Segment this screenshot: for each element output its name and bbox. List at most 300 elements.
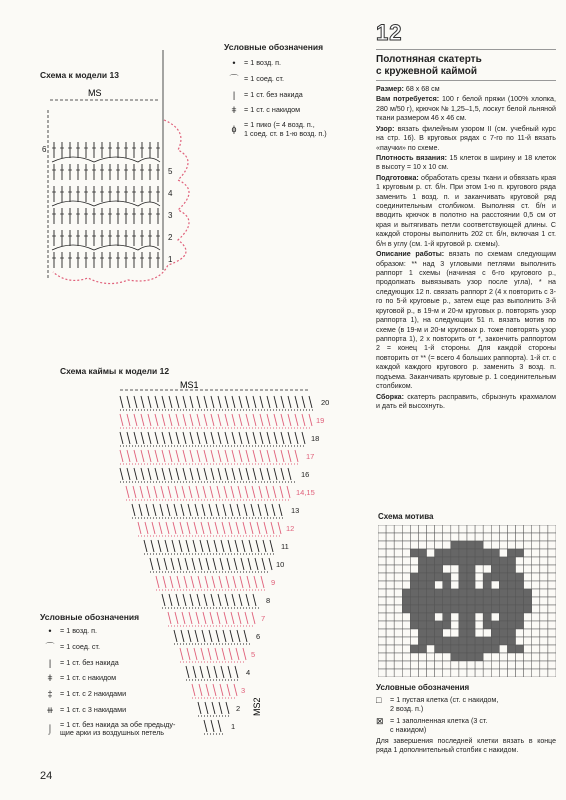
filled-cell bbox=[427, 621, 435, 629]
stitch-mark bbox=[227, 558, 230, 570]
stitch-mark bbox=[288, 468, 291, 480]
stitch-mark bbox=[274, 396, 277, 408]
empty-cell bbox=[378, 661, 386, 669]
stitch-mark bbox=[225, 450, 228, 462]
row-number: 14,15 bbox=[296, 488, 315, 497]
filled-cell bbox=[475, 557, 483, 565]
stitch-mark bbox=[216, 504, 219, 516]
empty-cell bbox=[451, 533, 459, 541]
stitch-mark bbox=[148, 450, 151, 462]
empty-cell bbox=[475, 661, 483, 669]
stitch-mark bbox=[211, 450, 214, 462]
stitch-mark bbox=[252, 612, 255, 624]
filled-cell bbox=[507, 597, 515, 605]
empty-cell bbox=[435, 541, 443, 549]
filled-cell bbox=[491, 629, 499, 637]
filled-cell bbox=[483, 557, 491, 565]
empty-cell bbox=[378, 597, 386, 605]
empty-cell bbox=[402, 653, 410, 661]
stitch-mark bbox=[206, 558, 209, 570]
empty-cell bbox=[394, 581, 402, 589]
stitch-mark bbox=[239, 450, 242, 462]
filled-cell bbox=[427, 557, 435, 565]
stitch-mark bbox=[126, 486, 129, 498]
empty-cell bbox=[386, 621, 394, 629]
row-number: 8 bbox=[266, 596, 271, 605]
legend-motif-symbol-icon: □ bbox=[376, 695, 382, 705]
empty-cell bbox=[475, 565, 483, 573]
filled-cell bbox=[507, 565, 515, 573]
filled-cell bbox=[427, 565, 435, 573]
row-number: 17 bbox=[306, 452, 315, 461]
legend-top-text: = 1 возд. п. bbox=[244, 58, 282, 68]
empty-cell bbox=[548, 597, 556, 605]
legend-bottom-text: = 1 соед. ст. bbox=[60, 641, 100, 651]
stitch-mark bbox=[175, 486, 178, 498]
legend-top-symbol-icon: ɸ bbox=[231, 124, 237, 135]
stitch-mark bbox=[227, 684, 230, 696]
filled-cell bbox=[427, 589, 435, 597]
filled-cell bbox=[451, 557, 459, 565]
empty-cell bbox=[435, 661, 443, 669]
stitch-mark bbox=[234, 684, 237, 696]
stitch-mark bbox=[238, 612, 241, 624]
stitch-mark bbox=[120, 432, 123, 444]
filled-cell bbox=[427, 605, 435, 613]
stitch-mark bbox=[204, 432, 207, 444]
empty-cell bbox=[410, 533, 418, 541]
empty-cell bbox=[524, 581, 532, 589]
legend-motif-note: Для завершения последней клетки вязать в конце ряда 1 дополнительный столбик с накидом. bbox=[376, 738, 556, 755]
stitch-mark bbox=[205, 576, 208, 588]
legend-top-text: = 1 ст. с накидом bbox=[244, 105, 301, 115]
stitch-mark bbox=[287, 486, 290, 498]
filled-cell bbox=[427, 573, 435, 581]
stitch-mark bbox=[252, 486, 255, 498]
stitch-mark bbox=[212, 702, 215, 714]
filled-cell bbox=[491, 621, 499, 629]
stitch-mark bbox=[141, 432, 144, 444]
stitch-mark bbox=[155, 414, 158, 426]
stitch-mark bbox=[246, 432, 249, 444]
stitch-mark bbox=[288, 432, 291, 444]
filled-cell bbox=[499, 597, 507, 605]
empty-cell bbox=[394, 613, 402, 621]
filled-cell bbox=[418, 573, 426, 581]
empty-cell bbox=[402, 549, 410, 557]
empty-cell bbox=[386, 653, 394, 661]
legend-top-item bbox=[224, 105, 364, 116]
row-number: 4 bbox=[246, 668, 251, 677]
stitch-mark bbox=[154, 486, 157, 498]
motif-title: Схема мотива bbox=[378, 512, 434, 521]
empty-cell bbox=[378, 549, 386, 557]
empty-cell bbox=[483, 669, 491, 677]
stitch-mark bbox=[150, 558, 153, 570]
empty-cell bbox=[443, 533, 451, 541]
legend-motif-symbol-icon: ⊠ bbox=[376, 716, 384, 726]
stitch-mark bbox=[162, 594, 165, 606]
filled-cell bbox=[459, 637, 467, 645]
empty-cell bbox=[524, 621, 532, 629]
filled-cell bbox=[418, 645, 426, 653]
stitch-mark bbox=[253, 450, 256, 462]
row-number: 6 bbox=[256, 632, 261, 641]
stitch-mark bbox=[183, 450, 186, 462]
stitch-mark bbox=[211, 414, 214, 426]
filled-cell bbox=[507, 605, 515, 613]
stitch-mark bbox=[232, 468, 235, 480]
empty-cell bbox=[402, 573, 410, 581]
empty-cell bbox=[499, 669, 507, 677]
row-number: 4 bbox=[168, 189, 173, 198]
filled-cell bbox=[427, 597, 435, 605]
empty-cell bbox=[378, 533, 386, 541]
stitch-mark bbox=[244, 630, 247, 642]
stitch-mark bbox=[267, 432, 270, 444]
filled-cell bbox=[418, 565, 426, 573]
empty-cell bbox=[394, 653, 402, 661]
stitch-mark bbox=[234, 558, 237, 570]
filled-cell bbox=[467, 629, 475, 637]
stitch-mark bbox=[162, 432, 165, 444]
filled-cell bbox=[410, 621, 418, 629]
stitch-mark bbox=[146, 504, 149, 516]
gauge-para: Плотность вязания: 15 клеток в ширину и 18 клеток в высоту = 10 x 10 см. bbox=[376, 153, 556, 172]
empty-cell bbox=[410, 637, 418, 645]
empty-cell bbox=[394, 669, 402, 677]
filled-cell bbox=[499, 613, 507, 621]
empty-cell bbox=[540, 637, 548, 645]
stitch-mark bbox=[223, 504, 226, 516]
legend-bottom-symbol-icon: ⧺ bbox=[46, 704, 54, 715]
filled-cell bbox=[507, 589, 515, 597]
stitch-mark bbox=[211, 396, 214, 408]
filled-cell bbox=[451, 541, 459, 549]
empty-cell bbox=[548, 669, 556, 677]
stitch-mark bbox=[261, 576, 264, 588]
stitch-mark bbox=[213, 558, 216, 570]
stitch-mark bbox=[162, 468, 165, 480]
stitch-mark bbox=[228, 540, 231, 552]
empty-cell bbox=[459, 533, 467, 541]
stitch-mark bbox=[132, 504, 135, 516]
stitch-mark bbox=[127, 396, 130, 408]
filled-cell bbox=[459, 653, 467, 661]
empty-cell bbox=[548, 645, 556, 653]
legend-bottom-item bbox=[40, 721, 210, 738]
stitch-mark bbox=[182, 486, 185, 498]
filled-cell bbox=[435, 549, 443, 557]
stitch-mark bbox=[218, 468, 221, 480]
empty-cell bbox=[540, 581, 548, 589]
empty-cell bbox=[524, 661, 532, 669]
filled-cell bbox=[410, 589, 418, 597]
stitch-mark bbox=[204, 468, 207, 480]
empty-cell bbox=[443, 669, 451, 677]
page-number: 24 bbox=[40, 770, 53, 782]
stitch-mark bbox=[253, 594, 256, 606]
stitch-mark bbox=[162, 396, 165, 408]
legend-top-item bbox=[224, 90, 364, 101]
legend-motif bbox=[376, 683, 556, 757]
filled-cell bbox=[507, 621, 515, 629]
stitch-mark bbox=[224, 612, 227, 624]
stitch-mark bbox=[183, 594, 186, 606]
legend-bottom-item bbox=[40, 673, 210, 684]
empty-cell bbox=[386, 549, 394, 557]
stitch-mark bbox=[267, 396, 270, 408]
filled-cell bbox=[443, 549, 451, 557]
empty-cell bbox=[451, 573, 459, 581]
stitch-mark bbox=[271, 522, 274, 534]
legend-bottom-item bbox=[40, 689, 210, 700]
stitch-mark bbox=[232, 396, 235, 408]
stitch-mark bbox=[273, 486, 276, 498]
stitch-mark bbox=[219, 702, 222, 714]
stitch-mark bbox=[278, 522, 281, 534]
filled-cell bbox=[418, 621, 426, 629]
stitch-mark bbox=[260, 414, 263, 426]
filled-cell bbox=[507, 549, 515, 557]
ms-label: MS bbox=[88, 88, 102, 98]
stitch-mark bbox=[274, 432, 277, 444]
filled-cell bbox=[459, 581, 467, 589]
filled-cell bbox=[435, 573, 443, 581]
filled-cell bbox=[410, 581, 418, 589]
empty-cell bbox=[402, 557, 410, 565]
empty-cell bbox=[475, 669, 483, 677]
empty-cell bbox=[499, 661, 507, 669]
empty-cell bbox=[516, 565, 524, 573]
empty-cell bbox=[475, 621, 483, 629]
stitch-mark bbox=[199, 558, 202, 570]
empty-cell bbox=[427, 549, 435, 557]
stitch-mark bbox=[236, 522, 239, 534]
filled-cell bbox=[459, 645, 467, 653]
legend-bottom-item bbox=[40, 658, 210, 669]
empty-cell bbox=[516, 533, 524, 541]
filled-cell bbox=[467, 549, 475, 557]
legend-bottom-text: = 1 ст. с 2 накидами bbox=[60, 689, 127, 699]
empty-cell bbox=[467, 669, 475, 677]
empty-cell bbox=[491, 669, 499, 677]
stitch-mark bbox=[144, 540, 147, 552]
stitch-mark bbox=[155, 396, 158, 408]
legend-bottom-item bbox=[40, 626, 210, 637]
stitch-mark bbox=[237, 504, 240, 516]
filled-cell bbox=[507, 645, 515, 653]
filled-cell bbox=[499, 557, 507, 565]
empty-cell bbox=[427, 669, 435, 677]
empty-cell bbox=[516, 629, 524, 637]
stitch-mark bbox=[218, 720, 221, 732]
empty-cell bbox=[532, 613, 540, 621]
stitch-mark bbox=[309, 396, 312, 408]
empty-cell bbox=[378, 589, 386, 597]
stitch-mark bbox=[208, 522, 211, 534]
stitch-mark bbox=[212, 576, 215, 588]
stitch-mark bbox=[230, 504, 233, 516]
stitch-mark bbox=[267, 414, 270, 426]
filled-cell bbox=[451, 605, 459, 613]
empty-cell bbox=[394, 565, 402, 573]
empty-cell bbox=[402, 613, 410, 621]
stitch-mark bbox=[178, 558, 181, 570]
empty-cell bbox=[532, 525, 540, 533]
stitch-mark bbox=[176, 396, 179, 408]
scheme13-title: Схема к модели 13 bbox=[40, 70, 119, 80]
stitch-mark bbox=[204, 594, 207, 606]
empty-cell bbox=[532, 533, 540, 541]
legend-top-title: Условные обозначения bbox=[224, 42, 324, 52]
filled-cell bbox=[491, 589, 499, 597]
empty-cell bbox=[410, 565, 418, 573]
empty-cell bbox=[427, 645, 435, 653]
stitch-mark bbox=[221, 540, 224, 552]
stitch-mark bbox=[210, 486, 213, 498]
stitch-mark bbox=[225, 594, 228, 606]
filled-cell bbox=[499, 621, 507, 629]
empty-cell bbox=[435, 525, 443, 533]
empty-cell bbox=[491, 541, 499, 549]
legend-bottom-symbol-icon: ⌡ bbox=[47, 724, 53, 735]
stitch-mark bbox=[211, 468, 214, 480]
row-number: 16 bbox=[301, 470, 310, 479]
stitch-mark bbox=[281, 468, 284, 480]
empty-cell bbox=[507, 533, 515, 541]
filled-cell bbox=[410, 573, 418, 581]
stitch-mark bbox=[260, 396, 263, 408]
empty-cell bbox=[532, 557, 540, 565]
stitch-mark bbox=[222, 522, 225, 534]
empty-cell bbox=[418, 525, 426, 533]
filled-cell bbox=[451, 549, 459, 557]
stitch-mark bbox=[256, 540, 259, 552]
filled-cell bbox=[524, 605, 532, 613]
stitch-mark bbox=[120, 414, 123, 426]
filled-cell bbox=[475, 605, 483, 613]
stitch-mark bbox=[218, 450, 221, 462]
stitch-mark bbox=[235, 666, 238, 678]
stitch-mark bbox=[169, 468, 172, 480]
stitch-mark bbox=[148, 468, 151, 480]
empty-cell bbox=[418, 653, 426, 661]
filled-cell bbox=[459, 597, 467, 605]
empty-cell bbox=[402, 533, 410, 541]
empty-cell bbox=[532, 565, 540, 573]
stitch-mark bbox=[176, 468, 179, 480]
empty-cell bbox=[459, 525, 467, 533]
stitch-mark bbox=[216, 630, 219, 642]
empty-cell bbox=[378, 557, 386, 565]
stitch-mark bbox=[168, 486, 171, 498]
stitch-mark bbox=[211, 432, 214, 444]
empty-cell bbox=[402, 541, 410, 549]
stitch-mark bbox=[174, 504, 177, 516]
filled-cell bbox=[499, 637, 507, 645]
empty-cell bbox=[548, 661, 556, 669]
empty-cell bbox=[378, 605, 386, 613]
empty-cell bbox=[402, 581, 410, 589]
filled-cell bbox=[467, 565, 475, 573]
filled-cell bbox=[418, 549, 426, 557]
stitch-mark bbox=[134, 432, 137, 444]
filled-cell bbox=[516, 605, 524, 613]
stitch-mark bbox=[176, 432, 179, 444]
stitch-mark bbox=[253, 396, 256, 408]
empty-cell bbox=[516, 653, 524, 661]
filled-cell bbox=[475, 589, 483, 597]
empty-cell bbox=[394, 645, 402, 653]
empty-cell bbox=[394, 589, 402, 597]
stitch-mark bbox=[171, 558, 174, 570]
stitch-mark bbox=[155, 432, 158, 444]
chain-arc bbox=[52, 157, 160, 162]
stitch-mark bbox=[197, 414, 200, 426]
stitch-mark bbox=[220, 684, 223, 696]
filled-cell bbox=[418, 557, 426, 565]
filled-cell bbox=[443, 573, 451, 581]
filled-cell bbox=[475, 541, 483, 549]
stitch-mark bbox=[302, 414, 305, 426]
stitch-mark bbox=[179, 540, 182, 552]
stitch-mark bbox=[188, 504, 191, 516]
legend-motif-item bbox=[376, 716, 556, 734]
filled-cell bbox=[459, 549, 467, 557]
stitch-mark bbox=[214, 666, 217, 678]
filled-cell bbox=[475, 653, 483, 661]
stitch-mark bbox=[264, 522, 267, 534]
stitch-mark bbox=[204, 450, 207, 462]
empty-cell bbox=[386, 541, 394, 549]
empty-cell bbox=[427, 533, 435, 541]
stitch-mark bbox=[288, 396, 291, 408]
legend-bottom-text: = 1 ст. без накида за обе предыду- щие арки из воздушных петель bbox=[60, 719, 176, 738]
empty-cell bbox=[443, 565, 451, 573]
empty-cell bbox=[548, 589, 556, 597]
stitch-mark bbox=[258, 504, 261, 516]
empty-cell bbox=[499, 645, 507, 653]
empty-cell bbox=[532, 653, 540, 661]
empty-cell bbox=[378, 621, 386, 629]
stitch-mark bbox=[162, 414, 165, 426]
empty-cell bbox=[467, 533, 475, 541]
stitch-mark bbox=[295, 414, 298, 426]
stitch-mark bbox=[120, 468, 123, 480]
filled-cell bbox=[418, 597, 426, 605]
stitch-mark bbox=[274, 468, 277, 480]
empty-cell bbox=[499, 653, 507, 661]
stitch-mark bbox=[197, 594, 200, 606]
filled-cell bbox=[507, 557, 515, 565]
filled-cell bbox=[467, 557, 475, 565]
empty-cell bbox=[386, 645, 394, 653]
legend-top-symbol-icon: ⌒ bbox=[229, 73, 239, 84]
empty-cell bbox=[443, 653, 451, 661]
stitch-mark bbox=[236, 648, 239, 660]
stitch-mark bbox=[274, 414, 277, 426]
empty-cell bbox=[524, 653, 532, 661]
stitch-mark bbox=[244, 504, 247, 516]
empty-cell bbox=[394, 637, 402, 645]
stitch-mark bbox=[230, 630, 233, 642]
legend-top-item bbox=[224, 74, 364, 85]
stitch-mark bbox=[176, 450, 179, 462]
empty-cell bbox=[540, 525, 548, 533]
stitch-mark bbox=[295, 396, 298, 408]
stitch-mark bbox=[169, 594, 172, 606]
